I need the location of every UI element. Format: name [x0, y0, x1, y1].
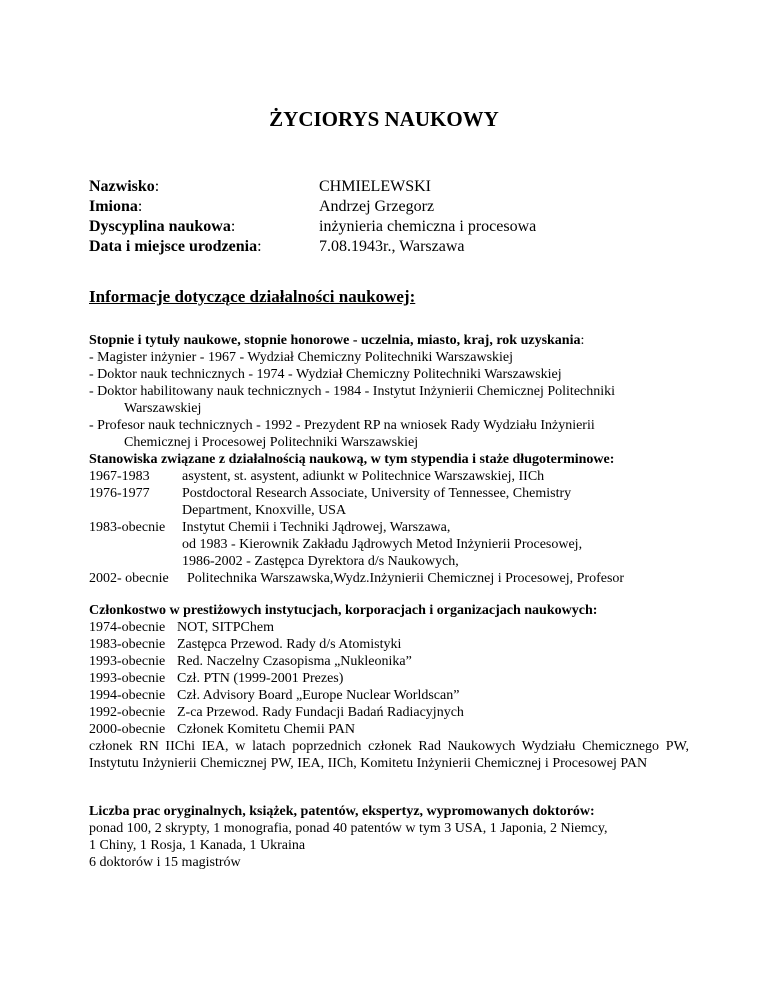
position-text: Postdoctoral Research Associate, University of Tennessee, Chemistry — [182, 486, 572, 501]
degree-item-cont: Chemicznej i Procesowej Politechniki Warszawskiej — [124, 435, 419, 450]
section-heading: Stanowiska związane z działalnością naukową, w tym stypendia i staże długoterminowe: — [89, 452, 615, 467]
publications-section — [89, 803, 689, 871]
membership-period: 1983-obecnie — [89, 637, 166, 652]
membership-text: Z-ca Przewod. Rady Fundacji Badań Radiacyjnych — [177, 705, 464, 720]
membership-row — [89, 670, 689, 687]
personal-value: inżynieria chemiczna i procesowa — [319, 218, 537, 235]
position-text: od 1983 - Kierownik Zakładu Jądrowych Metod Inżynierii Procesowej, — [182, 537, 583, 552]
membership-text: Zastępca Przewod. Rady d/s Atomistyki — [177, 637, 402, 652]
position-period: 1983-obecnie — [89, 520, 166, 535]
position-row — [89, 570, 689, 587]
position-text: asystent, st. asystent, adiunkt w Politechnice Warszawskiej, IICh — [182, 469, 545, 484]
position-period: 1976-1977 — [89, 486, 150, 501]
position-text: Department, Knoxville, USA — [182, 503, 347, 518]
membership-period: 2000-obecnie — [89, 722, 166, 737]
personal-label: Nazwisko — [89, 178, 155, 195]
membership-text: Czł. PTN (1999-2001 Prezes) — [177, 671, 344, 686]
section-heading: Członkostwo w prestiżowych instytucjach, korporacjach i organizacjach naukowych: — [89, 603, 598, 618]
membership-row — [89, 704, 689, 721]
membership-paragraph: członek RN IIChi IEA, w latach poprzednich członek Rad Naukowych Wydziału Chemicznego PW, Instytutu Inżynierii Chemicznej PW, IEA, IICh, Komitetu Inżynierii Chemicznej i Procesowej PAN — [89, 739, 689, 771]
personal-row: Dyscyplina naukowa: inżynieria chemiczna i procesowa — [89, 218, 537, 235]
membership-period: 1992-obecnie — [89, 705, 166, 720]
personal-row: Data i miejsce urodzenia: 7.08.1943r., Warszawa — [89, 238, 465, 255]
position-text: Instytut Chemii i Techniki Jądrowej, Warszawa, — [182, 520, 451, 535]
degree-item: - Doktor habilitowany nauk technicznych - 1984 - Instytut Inżynierii Chemicznej Politechniki — [89, 384, 616, 399]
membership-text: Red. Naczelny Czasopisma „Nukleonika” — [177, 654, 412, 669]
publications-line: ponad 100, 2 skrypty, 1 monografia, ponad 40 patentów w tym 3 USA, 1 Japonia, 2 Niemcy, — [89, 821, 608, 836]
section-title: Informacje dotyczące działalności naukowej: — [89, 287, 416, 306]
personal-value: CHMIELEWSKI — [319, 178, 431, 195]
personal-info — [89, 177, 536, 257]
membership-row — [89, 636, 689, 653]
document-title: ŻYCIORYS NAUKOWY — [269, 107, 499, 131]
degree-item: - Profesor nauk technicznych - 1992 - Prezydent RP na wniosek Rady Wydziału Inżynierii — [89, 418, 595, 433]
publications-line: 1 Chiny, 1 Rosja, 1 Kanada, 1 Ukraina — [89, 838, 306, 853]
membership-period: 1974-obecnie — [89, 620, 166, 635]
position-period: 1967-1983 — [89, 469, 150, 484]
personal-label: Dyscyplina naukowa — [89, 218, 231, 235]
degree-item-cont: Warszawskiej — [124, 401, 202, 416]
degree-item: - Magister inżynier - 1967 - Wydział Chemiczny Politechniki Warszawskiej — [89, 350, 514, 365]
position-row — [89, 519, 689, 570]
memberships-section — [89, 602, 689, 772]
section-heading: Stopnie i tytuły naukowe, stopnie honorowe - uczelnia, miasto, kraj, rok uzyskania — [89, 333, 581, 348]
membership-row — [89, 687, 689, 704]
position-text: 1986-2002 - Zastępca Dyrektora d/s Naukowych, — [182, 554, 459, 569]
membership-row — [89, 721, 689, 738]
position-text: Politechnika Warszawska,Wydz.Inżynierii Chemicznej i Procesowej, Profesor — [187, 571, 625, 586]
personal-label: Imiona — [89, 198, 138, 215]
personal-value: Andrzej Grzegorz — [319, 198, 435, 215]
membership-text: NOT, SITPChem — [177, 620, 274, 635]
membership-row — [89, 619, 689, 636]
membership-period: 1994-obecnie — [89, 688, 166, 703]
membership-period: 1993-obecnie — [89, 654, 166, 669]
personal-value: 7.08.1943r., Warszawa — [319, 238, 465, 255]
degree-item: - Doktor nauk technicznych - 1974 - Wydział Chemiczny Politechniki Warszawskiej — [89, 367, 562, 382]
publications-line: 6 doktorów i 15 magistrów — [89, 855, 241, 870]
personal-row: Nazwisko: CHMIELEWSKI — [89, 178, 431, 195]
section-heading: Liczba prac oryginalnych, książek, patentów, ekspertyz, wypromowanych doktorów: — [89, 804, 595, 819]
positions-section — [89, 451, 689, 587]
degrees-section: Stopnie i tytuły naukowe, stopnie honorowe - uczelnia, miasto, kraj, rok uzyskania: - Magister inżynier - 1967 - Wydział Chemiczny Politechniki Warszawskiej - Doktor nauk technicznych - 1974 - Wydział Chemiczny Politechniki Warszawskiej - Doktor habilitowany nauk technicznych - 1984 - Instytut Inżynierii Chemicznej Politechniki Warszawskiej - Profesor nauk technicznych - 1992 - Prezydent RP na wniosek Rady Wydziału Inżynierii Chemicznej i Procesowej Politechniki Warszawskiej — [89, 332, 689, 451]
position-period: 2002- obecnie — [89, 571, 169, 586]
position-row — [89, 468, 689, 485]
personal-label: Data i miejsce urodzenia — [89, 238, 258, 255]
position-row — [89, 485, 689, 519]
personal-row: Imiona: Andrzej Grzegorz — [89, 198, 435, 215]
membership-row — [89, 653, 689, 670]
membership-period: 1993-obecnie — [89, 671, 166, 686]
membership-text: Członek Komitetu Chemii PAN — [177, 722, 355, 737]
membership-text: Czł. Advisory Board „Europe Nuclear Worldscan” — [177, 688, 460, 703]
